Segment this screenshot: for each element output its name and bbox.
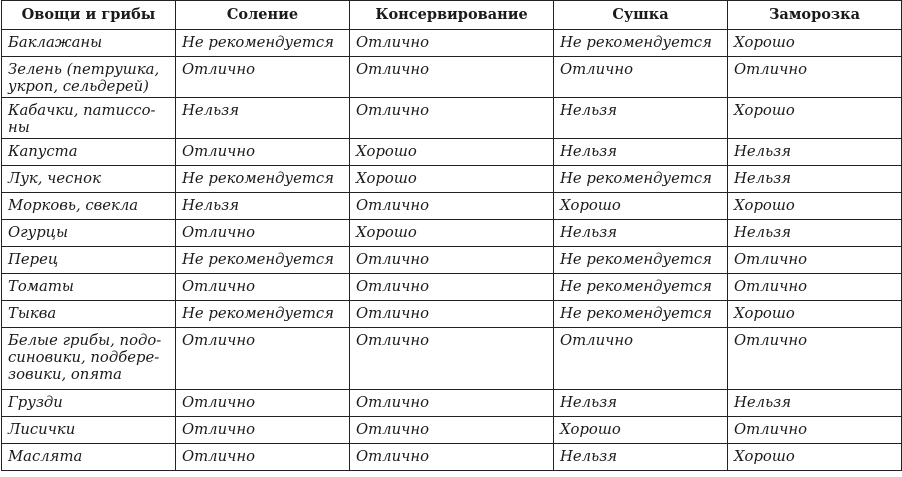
cell-canning: Отлично xyxy=(350,390,554,417)
cell-canning: Хорошо xyxy=(350,139,554,166)
cell-freezing: Нельзя xyxy=(728,166,902,193)
row-name-line: Маслята xyxy=(8,448,83,465)
header-vegetables: Овощи и грибы xyxy=(2,1,176,30)
row-name-line: Огурцы xyxy=(8,224,69,241)
table-row xyxy=(2,274,902,301)
row-name-line: синовики, подбере- xyxy=(8,349,160,366)
row-name-line: ны xyxy=(8,119,30,136)
cell-canning: Отлично xyxy=(350,57,554,98)
cell-canning: Отлично xyxy=(350,247,554,274)
row-name-line: Лук, чеснок xyxy=(8,170,101,187)
cell-salting: Нельзя xyxy=(176,193,350,220)
cell-canning: Отлично xyxy=(350,98,554,139)
cell-canning: Хорошо xyxy=(350,220,554,247)
cell-drying: Отлично xyxy=(554,57,728,98)
cell-freezing: Нельзя xyxy=(728,390,902,417)
cell-drying: Не рекомендуется xyxy=(554,30,728,57)
row-name-cell xyxy=(2,193,176,220)
cell-freezing: Хорошо xyxy=(728,444,902,471)
row-name-cell xyxy=(2,98,176,139)
row-name-line: укроп, сельдерей) xyxy=(8,78,149,95)
cell-salting: Отлично xyxy=(176,139,350,166)
cell-freezing: Нельзя xyxy=(728,139,902,166)
row-name-line: Морковь, свекла xyxy=(8,197,139,214)
row-name-line: Тыква xyxy=(8,305,57,322)
row-name-cell xyxy=(2,139,176,166)
row-name-cell xyxy=(2,390,176,417)
cell-salting: Отлично xyxy=(176,444,350,471)
cell-salting: Отлично xyxy=(176,57,350,98)
header-drying: Сушка xyxy=(554,1,728,30)
row-name-line: Перец xyxy=(8,251,59,268)
header-canning: Консервирование xyxy=(350,1,554,30)
table-row xyxy=(2,57,902,98)
cell-salting: Отлично xyxy=(176,328,350,390)
cell-freezing: Отлично xyxy=(728,328,902,390)
row-name-line: Капуста xyxy=(8,143,78,160)
cell-canning: Отлично xyxy=(350,193,554,220)
row-name-cell xyxy=(2,301,176,328)
table-row xyxy=(2,444,902,471)
table-row xyxy=(2,220,902,247)
row-name-line: Лисички xyxy=(8,421,76,438)
cell-salting: Отлично xyxy=(176,274,350,301)
cell-freezing: Хорошо xyxy=(728,30,902,57)
cell-freezing: Нельзя xyxy=(728,220,902,247)
table-row xyxy=(2,139,902,166)
cell-freezing: Хорошо xyxy=(728,193,902,220)
cell-salting: Отлично xyxy=(176,220,350,247)
row-name-line: Кабачки, патиссо- xyxy=(8,102,156,119)
cell-freezing: Хорошо xyxy=(728,301,902,328)
table-row xyxy=(2,193,902,220)
cell-canning: Отлично xyxy=(350,328,554,390)
cell-drying: Нельзя xyxy=(554,390,728,417)
row-name-line: зовики, опята xyxy=(8,366,122,383)
table-row xyxy=(2,166,902,193)
row-name-cell xyxy=(2,417,176,444)
cell-salting: Не рекомендуется xyxy=(176,301,350,328)
cell-drying: Нельзя xyxy=(554,444,728,471)
cell-drying: Нельзя xyxy=(554,139,728,166)
table-row xyxy=(2,301,902,328)
cell-drying: Хорошо xyxy=(554,193,728,220)
cell-freezing: Хорошо xyxy=(728,98,902,139)
preservation-table xyxy=(1,0,902,471)
cell-drying: Хорошо xyxy=(554,417,728,444)
cell-canning: Хорошо xyxy=(350,166,554,193)
row-name-line: Белые грибы, подо- xyxy=(8,332,162,349)
cell-drying: Нельзя xyxy=(554,98,728,139)
cell-salting: Отлично xyxy=(176,417,350,444)
table-row xyxy=(2,247,902,274)
table-body xyxy=(2,30,902,471)
cell-freezing: Отлично xyxy=(728,247,902,274)
table-row xyxy=(2,390,902,417)
header-row xyxy=(2,1,902,30)
cell-drying: Нельзя xyxy=(554,220,728,247)
table-row xyxy=(2,98,902,139)
row-name-line: Зелень (петрушка, xyxy=(8,61,160,78)
row-name-line: Томаты xyxy=(8,278,74,295)
table-row xyxy=(2,417,902,444)
cell-freezing: Отлично xyxy=(728,57,902,98)
cell-canning: Отлично xyxy=(350,417,554,444)
cell-canning: Отлично xyxy=(350,30,554,57)
table-row xyxy=(2,30,902,57)
cell-salting: Не рекомендуется xyxy=(176,30,350,57)
cell-drying: Не рекомендуется xyxy=(554,274,728,301)
row-name-cell xyxy=(2,166,176,193)
cell-salting: Не рекомендуется xyxy=(176,166,350,193)
cell-canning: Отлично xyxy=(350,301,554,328)
cell-salting: Отлично xyxy=(176,390,350,417)
cell-salting: Нельзя xyxy=(176,98,350,139)
cell-canning: Отлично xyxy=(350,274,554,301)
cell-drying: Не рекомендуется xyxy=(554,247,728,274)
row-name-cell xyxy=(2,220,176,247)
row-name-cell xyxy=(2,30,176,57)
table-row xyxy=(2,328,902,390)
cell-canning: Отлично xyxy=(350,444,554,471)
cell-salting: Не рекомендуется xyxy=(176,247,350,274)
row-name-cell xyxy=(2,328,176,390)
row-name-line: Грузди xyxy=(8,394,63,411)
row-name-cell xyxy=(2,57,176,98)
cell-freezing: Отлично xyxy=(728,274,902,301)
header-salting: Соление xyxy=(176,1,350,30)
row-name-cell xyxy=(2,444,176,471)
cell-drying: Отлично xyxy=(554,328,728,390)
row-name-line: Баклажаны xyxy=(8,34,103,51)
row-name-cell xyxy=(2,247,176,274)
cell-freezing: Отлично xyxy=(728,417,902,444)
header-freezing: Заморозка xyxy=(728,1,902,30)
cell-drying: Не рекомендуется xyxy=(554,166,728,193)
row-name-cell xyxy=(2,274,176,301)
cell-drying: Не рекомендуется xyxy=(554,301,728,328)
